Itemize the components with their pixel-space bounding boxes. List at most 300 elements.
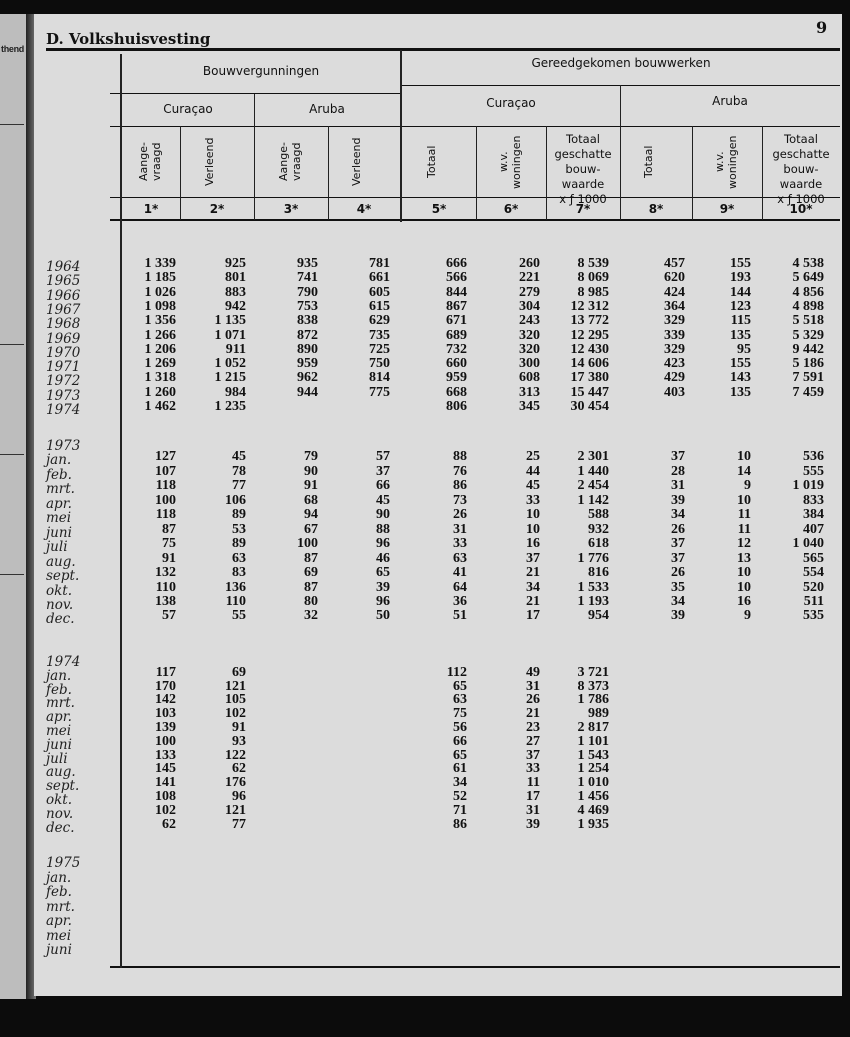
column-number-6: 6* <box>503 202 519 216</box>
cell-col-1: 1 339 <box>144 256 176 271</box>
cell-col-4: 39 <box>376 579 390 595</box>
cell-col-9: 13 <box>737 550 751 566</box>
cell-col-1: 57 <box>162 608 176 624</box>
section-title: D. Volkshuisvesting <box>46 30 211 48</box>
cell-col-7: 588 <box>588 507 609 523</box>
cell-col-8: 424 <box>664 284 685 300</box>
cell-col-6: 11 <box>526 775 540 791</box>
group-header-gereedgekomen: Gereedgekomen bouwwerken <box>531 56 711 70</box>
cell-col-8: 37 <box>671 550 685 566</box>
cell-col-6: 10 <box>526 521 540 537</box>
cell-col-2: 801 <box>225 270 246 286</box>
cell-col-5: 75 <box>453 706 467 722</box>
rule <box>110 126 840 127</box>
table-row <box>34 913 842 928</box>
cell-col-3: 944 <box>297 384 318 400</box>
cell-col-3: 959 <box>297 356 318 372</box>
cell-col-2: 55 <box>232 608 246 624</box>
cell-col-5: 33 <box>453 536 467 552</box>
cell-col-1: 141 <box>155 775 176 791</box>
cell-col-3: 790 <box>297 284 318 300</box>
row-label: apr. <box>46 913 72 929</box>
column-header-6: w.v. woningen <box>497 135 523 189</box>
cell-col-9: 9 <box>744 478 751 494</box>
cell-col-5: 31 <box>453 521 467 537</box>
row-label: dec. <box>46 819 75 836</box>
cell-col-5: 51 <box>453 608 467 624</box>
cell-col-10: 833 <box>803 492 824 508</box>
cell-col-4: 88 <box>376 521 390 537</box>
cell-col-4: 65 <box>376 565 390 581</box>
cell-col-10: 565 <box>803 550 824 566</box>
cell-col-10: 554 <box>803 565 824 581</box>
row-label: 1966 <box>46 287 81 304</box>
cell-col-10: 7 591 <box>792 370 824 386</box>
row-label: apr. <box>46 709 72 726</box>
cell-col-6: 44 <box>526 463 540 479</box>
cell-col-7: 14 606 <box>570 356 609 372</box>
cell-col-10: 5 518 <box>792 313 824 329</box>
cell-col-2: 93 <box>232 733 246 749</box>
cell-col-3: 68 <box>304 492 318 508</box>
subheader-aruba-completed: Aruba <box>712 94 748 108</box>
cell-col-5: 566 <box>446 270 467 286</box>
row-label: 1970 <box>46 344 81 361</box>
cell-col-1: 100 <box>155 492 176 508</box>
cell-col-3: 838 <box>297 313 318 329</box>
cell-col-1: 62 <box>162 816 176 832</box>
cell-col-6: 37 <box>526 747 540 763</box>
cell-col-5: 63 <box>453 692 467 708</box>
cell-col-6: 26 <box>526 692 540 708</box>
cell-col-1: 142 <box>155 692 176 708</box>
cell-col-5: 76 <box>453 463 467 479</box>
cell-col-7: 17 380 <box>570 370 609 386</box>
cell-col-7: 1 543 <box>577 747 609 763</box>
cell-col-1: 75 <box>162 536 176 552</box>
cell-col-10: 511 <box>803 593 824 609</box>
row-label: nov. <box>46 805 74 822</box>
cell-col-4: 90 <box>376 507 390 523</box>
cell-col-6: 608 <box>519 370 540 386</box>
row-label: 1971 <box>46 359 81 376</box>
cell-col-1: 91 <box>162 550 176 566</box>
column-number-7: 7* <box>575 202 591 216</box>
cell-col-4: 615 <box>369 298 390 314</box>
cell-col-6: 37 <box>526 550 540 566</box>
row-label: feb. <box>46 466 72 483</box>
cell-col-8: 620 <box>664 270 685 286</box>
table-row <box>34 608 842 628</box>
cell-col-4: 66 <box>376 478 390 494</box>
cell-col-6: 16 <box>526 536 540 552</box>
cell-col-2: 136 <box>225 579 246 595</box>
row-label: mei <box>46 510 72 527</box>
cell-col-9: 14 <box>737 463 751 479</box>
cell-col-4: 629 <box>369 313 390 329</box>
cell-col-10: 4 856 <box>792 284 824 300</box>
cell-col-6: 45 <box>526 478 540 494</box>
table-row <box>34 928 842 943</box>
column-number-3: 3* <box>283 202 299 216</box>
cell-col-2: 942 <box>225 298 246 314</box>
row-label: mei <box>46 723 72 739</box>
cell-col-1: 1 026 <box>144 284 176 300</box>
cell-col-2: 925 <box>225 256 246 271</box>
cell-col-6: 345 <box>519 399 540 414</box>
cell-col-5: 65 <box>453 678 467 694</box>
column-number-4: 4* <box>356 202 372 216</box>
cell-col-6: 39 <box>526 816 540 832</box>
cell-col-7: 618 <box>588 536 609 552</box>
row-label: apr. <box>46 495 72 512</box>
cell-col-2: 122 <box>225 747 246 763</box>
cell-col-9: 193 <box>730 270 751 286</box>
cell-col-6: 313 <box>519 384 540 400</box>
cell-col-6: 17 <box>526 789 540 804</box>
cell-col-6: 33 <box>526 492 540 508</box>
cell-col-5: 86 <box>453 816 467 832</box>
cell-col-2: 121 <box>225 802 246 818</box>
cell-col-2: 63 <box>232 550 246 566</box>
cell-col-8: 339 <box>664 327 685 343</box>
cell-col-6: 33 <box>526 761 540 777</box>
cell-col-5: 26 <box>453 507 467 523</box>
column-header-2: Verleend <box>203 137 216 187</box>
cell-col-8: 26 <box>671 521 685 537</box>
column-number-9: 9* <box>719 202 735 216</box>
cell-col-2: 89 <box>232 536 246 552</box>
cell-col-10: 5 329 <box>792 327 824 343</box>
cell-col-6: 10 <box>526 507 540 523</box>
section-heading-1973: 1973 <box>46 438 81 454</box>
cell-col-5: 65 <box>453 747 467 763</box>
cell-col-9: 135 <box>730 327 751 343</box>
cell-col-5: 666 <box>446 256 467 271</box>
cell-col-3: 935 <box>297 256 318 271</box>
cell-col-9: 144 <box>730 284 751 300</box>
cell-col-1: 1 185 <box>144 270 176 286</box>
cell-col-8: 429 <box>664 370 685 386</box>
cell-col-2: 911 <box>225 341 246 357</box>
cell-col-8: 35 <box>671 579 685 595</box>
column-number-2: 2* <box>209 202 225 216</box>
cell-col-7: 932 <box>588 521 609 537</box>
cell-col-6: 27 <box>526 733 540 749</box>
cell-col-7: 989 <box>588 706 609 722</box>
table-row <box>34 899 842 914</box>
bottom-rule <box>110 966 840 968</box>
group-header-bouwvergunningen: Bouwvergunningen <box>202 64 320 78</box>
cell-col-9: 155 <box>730 356 751 372</box>
cell-col-2: 105 <box>225 692 246 708</box>
cell-col-7: 13 772 <box>570 313 609 329</box>
column-header-5: Totaal <box>425 145 438 179</box>
cell-col-6: 49 <box>526 664 540 680</box>
cell-col-5: 63 <box>453 550 467 566</box>
cell-col-2: 45 <box>232 449 246 465</box>
cell-col-2: 102 <box>225 706 246 722</box>
cell-col-4: 750 <box>369 356 390 372</box>
cell-col-4: 735 <box>369 327 390 343</box>
cell-col-2: 89 <box>232 507 246 523</box>
cell-col-8: 39 <box>671 492 685 508</box>
cell-col-1: 1 269 <box>144 356 176 372</box>
cell-col-1: 118 <box>155 478 176 494</box>
cell-col-9: 11 <box>737 507 751 523</box>
cell-col-3: 32 <box>304 608 318 624</box>
cell-col-10: 536 <box>803 449 824 465</box>
row-label: aug. <box>46 764 76 781</box>
table-row <box>34 816 842 836</box>
cell-col-6: 221 <box>519 270 540 286</box>
cell-col-5: 52 <box>453 789 467 804</box>
cell-col-7: 1 101 <box>577 733 609 749</box>
cell-col-2: 91 <box>232 720 246 735</box>
row-label: juni <box>46 942 72 958</box>
cell-col-2: 1 135 <box>214 313 246 329</box>
cell-col-4: 50 <box>376 608 390 624</box>
cell-col-3: 69 <box>304 565 318 581</box>
cell-col-3: 91 <box>304 478 318 494</box>
cell-col-3: 100 <box>297 536 318 552</box>
column-header-4: Verleend <box>350 137 363 187</box>
cell-col-7: 1 193 <box>577 593 609 609</box>
cell-col-4: 725 <box>369 341 390 357</box>
cell-col-2: 1 052 <box>214 356 246 372</box>
column-number-5: 5* <box>431 202 447 216</box>
row-label: 1967 <box>46 301 81 318</box>
column-header-1: Aange- vraagd <box>137 142 163 182</box>
cell-col-7: 816 <box>588 565 609 581</box>
cell-col-9: 10 <box>737 565 751 581</box>
cell-col-10: 1 040 <box>792 536 824 552</box>
cell-col-1: 1 356 <box>144 313 176 329</box>
cell-col-1: 110 <box>155 579 176 595</box>
cell-col-1: 87 <box>162 521 176 537</box>
page-number: 9 <box>816 18 828 37</box>
group-divider <box>400 50 402 222</box>
cell-col-8: 329 <box>664 341 685 357</box>
column-number-8: 8* <box>648 202 664 216</box>
subheader-aruba-permits: Aruba <box>309 102 345 116</box>
rule <box>110 93 400 94</box>
row-label: feb. <box>46 884 72 900</box>
cell-col-3: 80 <box>304 593 318 609</box>
cell-col-1: 1 206 <box>144 341 176 357</box>
divider <box>0 344 24 345</box>
cell-col-7: 1 533 <box>577 579 609 595</box>
table-row <box>34 942 842 957</box>
cell-col-5: 61 <box>453 761 467 777</box>
cell-col-5: 660 <box>446 356 467 372</box>
cell-col-5: 56 <box>453 720 467 735</box>
row-label: okt. <box>46 582 73 599</box>
cell-col-10: 7 459 <box>792 384 824 400</box>
cell-col-3: 79 <box>304 449 318 465</box>
cell-col-2: 883 <box>225 284 246 300</box>
cell-col-5: 34 <box>453 775 467 791</box>
cell-col-5: 668 <box>446 384 467 400</box>
cell-col-1: 170 <box>155 678 176 694</box>
cell-col-3: 872 <box>297 327 318 343</box>
column-header-9: w.v. woningen <box>713 135 739 189</box>
cell-col-7: 1 456 <box>577 789 609 804</box>
table-row <box>34 399 842 418</box>
cell-col-7: 954 <box>588 608 609 624</box>
cell-col-5: 671 <box>446 313 467 329</box>
cell-col-1: 117 <box>155 664 176 680</box>
cell-col-2: 96 <box>232 789 246 804</box>
cell-col-10: 535 <box>803 608 824 624</box>
cell-col-2: 83 <box>232 565 246 581</box>
cell-col-1: 100 <box>155 733 176 749</box>
row-label: juli <box>46 750 68 767</box>
cell-col-7: 15 447 <box>570 384 609 400</box>
table-row <box>34 884 842 899</box>
cell-col-9: 10 <box>737 579 751 595</box>
cell-col-3: 87 <box>304 579 318 595</box>
cell-col-6: 34 <box>526 579 540 595</box>
cell-col-8: 37 <box>671 449 685 465</box>
row-label: juli <box>46 539 68 556</box>
row-label: 1972 <box>46 373 81 390</box>
cell-col-6: 279 <box>519 284 540 300</box>
cell-col-10: 520 <box>803 579 824 595</box>
cell-col-7: 2 817 <box>577 720 609 735</box>
cell-col-7: 8 985 <box>577 284 609 300</box>
cell-col-8: 26 <box>671 565 685 581</box>
cell-col-8: 329 <box>664 313 685 329</box>
column-header-7: Totaal geschatte bouw- waarde x ƒ 1000 <box>554 132 612 206</box>
cell-col-6: 23 <box>526 720 540 735</box>
subheader-curacao-completed: Curaçao <box>486 96 536 110</box>
cell-col-3: 87 <box>304 550 318 566</box>
column-header-10: Totaal geschatte bouw- waarde x ƒ 1000 <box>772 132 830 206</box>
cell-col-5: 66 <box>453 733 467 749</box>
row-label: nov. <box>46 596 74 613</box>
cell-col-2: 1 215 <box>214 370 246 386</box>
cell-col-8: 457 <box>664 256 685 271</box>
cell-col-2: 1 235 <box>214 399 246 414</box>
previous-page-edge <box>0 14 26 999</box>
row-label: sept. <box>46 778 80 795</box>
cell-col-4: 781 <box>369 256 390 271</box>
cell-col-6: 320 <box>519 341 540 357</box>
cell-col-9: 12 <box>737 536 751 552</box>
row-label: mrt. <box>46 898 75 915</box>
cell-col-4: 605 <box>369 284 390 300</box>
top-rule <box>46 48 840 51</box>
section-heading-1975: 1975 <box>46 855 81 871</box>
cell-col-1: 132 <box>155 565 176 581</box>
cell-col-7: 1 776 <box>577 550 609 566</box>
cell-col-6: 21 <box>526 706 540 722</box>
column-number-1: 1* <box>143 202 159 216</box>
row-label: juni <box>46 736 72 753</box>
cell-col-8: 31 <box>671 478 685 494</box>
cell-col-7: 12 430 <box>570 341 609 357</box>
cell-col-1: 138 <box>155 593 176 609</box>
cell-col-6: 304 <box>519 298 540 314</box>
row-label: mei <box>46 927 72 944</box>
cell-col-9: 10 <box>737 449 751 465</box>
rule <box>110 197 840 198</box>
cell-col-9: 123 <box>730 298 751 314</box>
cell-col-10: 5 186 <box>792 356 824 372</box>
cell-col-4: 46 <box>376 550 390 566</box>
row-label: 1968 <box>46 316 81 333</box>
cell-col-3: 962 <box>297 370 318 386</box>
cell-col-6: 31 <box>526 678 540 694</box>
cell-col-8: 364 <box>664 298 685 314</box>
cell-col-1: 1 260 <box>144 384 176 400</box>
cell-col-2: 984 <box>225 384 246 400</box>
cell-col-6: 25 <box>526 449 540 465</box>
cell-col-2: 69 <box>232 664 246 680</box>
cell-col-10: 384 <box>803 507 824 523</box>
cell-col-1: 1 098 <box>144 298 176 314</box>
cell-col-1: 1 266 <box>144 327 176 343</box>
cell-col-10: 407 <box>803 521 824 537</box>
column-number-10: 10* <box>789 202 813 216</box>
row-label: dec. <box>46 611 75 628</box>
cell-col-7: 1 142 <box>577 492 609 508</box>
cell-col-6: 31 <box>526 802 540 818</box>
cell-col-1: 133 <box>155 747 176 763</box>
cell-col-2: 106 <box>225 492 246 508</box>
cell-col-10: 9 442 <box>792 341 824 357</box>
cell-col-7: 12 295 <box>570 327 609 343</box>
row-label: 1973 <box>46 387 81 404</box>
cell-col-8: 34 <box>671 507 685 523</box>
previous-page-text: thend <box>1 44 24 54</box>
cell-col-5: 86 <box>453 478 467 494</box>
cell-col-5: 41 <box>453 565 467 581</box>
cell-col-6: 17 <box>526 608 540 624</box>
cell-col-2: 53 <box>232 521 246 537</box>
cell-col-3: 67 <box>304 521 318 537</box>
cell-col-8: 423 <box>664 356 685 372</box>
table-row <box>34 870 842 885</box>
row-label: okt. <box>46 792 73 808</box>
cell-col-2: 121 <box>225 678 246 694</box>
cell-col-9: 11 <box>737 521 751 537</box>
cell-col-7: 8 539 <box>577 256 609 271</box>
cell-col-7: 30 454 <box>570 399 609 414</box>
row-label: 1974 <box>46 402 81 418</box>
divider <box>0 124 24 125</box>
cell-col-5: 73 <box>453 492 467 508</box>
cell-col-5: 36 <box>453 593 467 609</box>
cell-col-7: 1 935 <box>577 816 609 832</box>
cell-col-6: 320 <box>519 327 540 343</box>
row-label: 1964 <box>46 259 81 275</box>
cell-col-9: 95 <box>737 341 751 357</box>
cell-col-1: 1 462 <box>144 399 176 414</box>
cell-col-9: 115 <box>730 313 751 329</box>
cell-col-1: 107 <box>155 463 176 479</box>
cell-col-5: 112 <box>446 664 467 680</box>
cell-col-10: 4 898 <box>792 298 824 314</box>
cell-col-1: 139 <box>155 720 176 735</box>
cell-col-4: 96 <box>376 536 390 552</box>
row-label: feb. <box>46 681 72 698</box>
divider <box>0 454 24 455</box>
cell-col-8: 403 <box>664 384 685 400</box>
row-label: mrt. <box>46 695 75 712</box>
cell-col-10: 1 019 <box>792 478 824 494</box>
